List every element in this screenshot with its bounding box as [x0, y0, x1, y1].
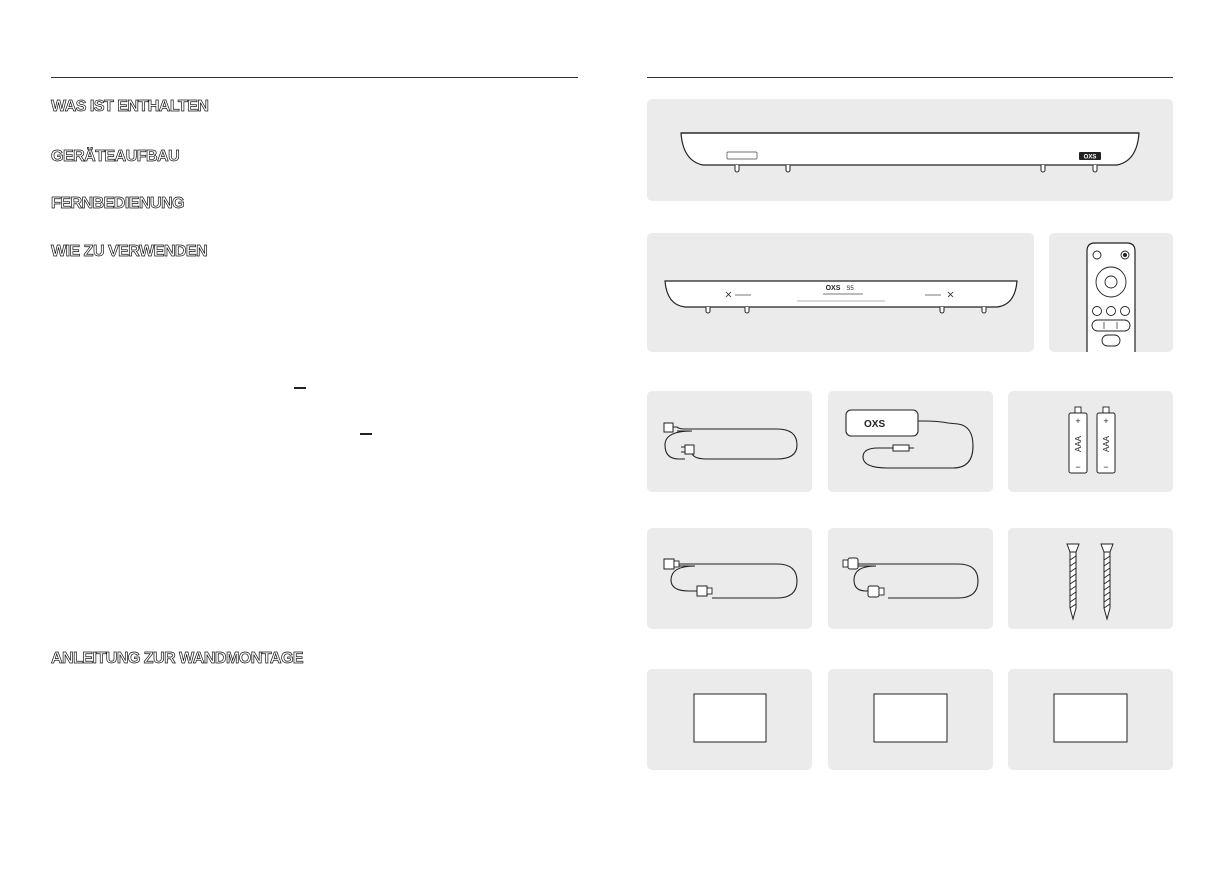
power-cable-card [647, 391, 812, 492]
battery-minus: − [1103, 462, 1109, 472]
section-heading-contents: WAS IST ENTHALTEN [51, 98, 209, 115]
soundbar-back-logo: OXS [825, 285, 841, 292]
right-top-rule [647, 77, 1173, 78]
soundbar-front-illustration [647, 99, 1173, 201]
remote-control-card [1049, 233, 1173, 352]
document-illustration [647, 669, 812, 770]
battery-label: AAA [1102, 435, 1111, 453]
soundbar-back-model: S5 [846, 286, 854, 292]
screws-illustration [1008, 528, 1173, 629]
document-card [647, 669, 812, 770]
optical-cable-illustration [828, 528, 993, 629]
optical-cable-card [828, 528, 993, 629]
batteries-card [1008, 391, 1173, 492]
section-heading-remote-control: FERNBEDIENUNG [51, 195, 185, 212]
hdmi-cable-card [647, 528, 812, 629]
left-top-rule [51, 77, 578, 78]
document-card [1008, 669, 1173, 770]
soundbar-back-illustration [647, 233, 1034, 352]
soundbar-back-card [647, 233, 1034, 352]
section-heading-wall-mounting: ANLEITUNG ZUR WANDMONTAGE [51, 650, 304, 667]
hdmi-cable-illustration [647, 528, 812, 629]
battery-plus: + [1103, 416, 1109, 426]
adapter-logo: OXS [864, 419, 886, 430]
document-illustration [1008, 669, 1173, 770]
remote-control-illustration [1049, 233, 1173, 352]
power-adapter-illustration [828, 391, 993, 492]
battery-plus: + [1075, 416, 1081, 426]
section-heading-how-to-use: WIE ZU VERWENDEN [51, 243, 208, 260]
battery-label: AAA [1074, 435, 1083, 453]
soundbar-front-card [647, 99, 1173, 201]
battery-minus: − [1075, 462, 1081, 472]
power-cable-illustration [647, 391, 812, 492]
section-heading-device-structure: GERÄTEAUFBAU [51, 148, 180, 165]
dash-mark [360, 433, 372, 435]
soundbar-front-logo: OXS [1083, 154, 1097, 161]
batteries-illustration [1008, 391, 1173, 492]
dash-mark [294, 387, 306, 389]
power-adapter-card [828, 391, 993, 492]
document-illustration [828, 669, 993, 770]
screws-card [1008, 528, 1173, 629]
document-card [828, 669, 993, 770]
